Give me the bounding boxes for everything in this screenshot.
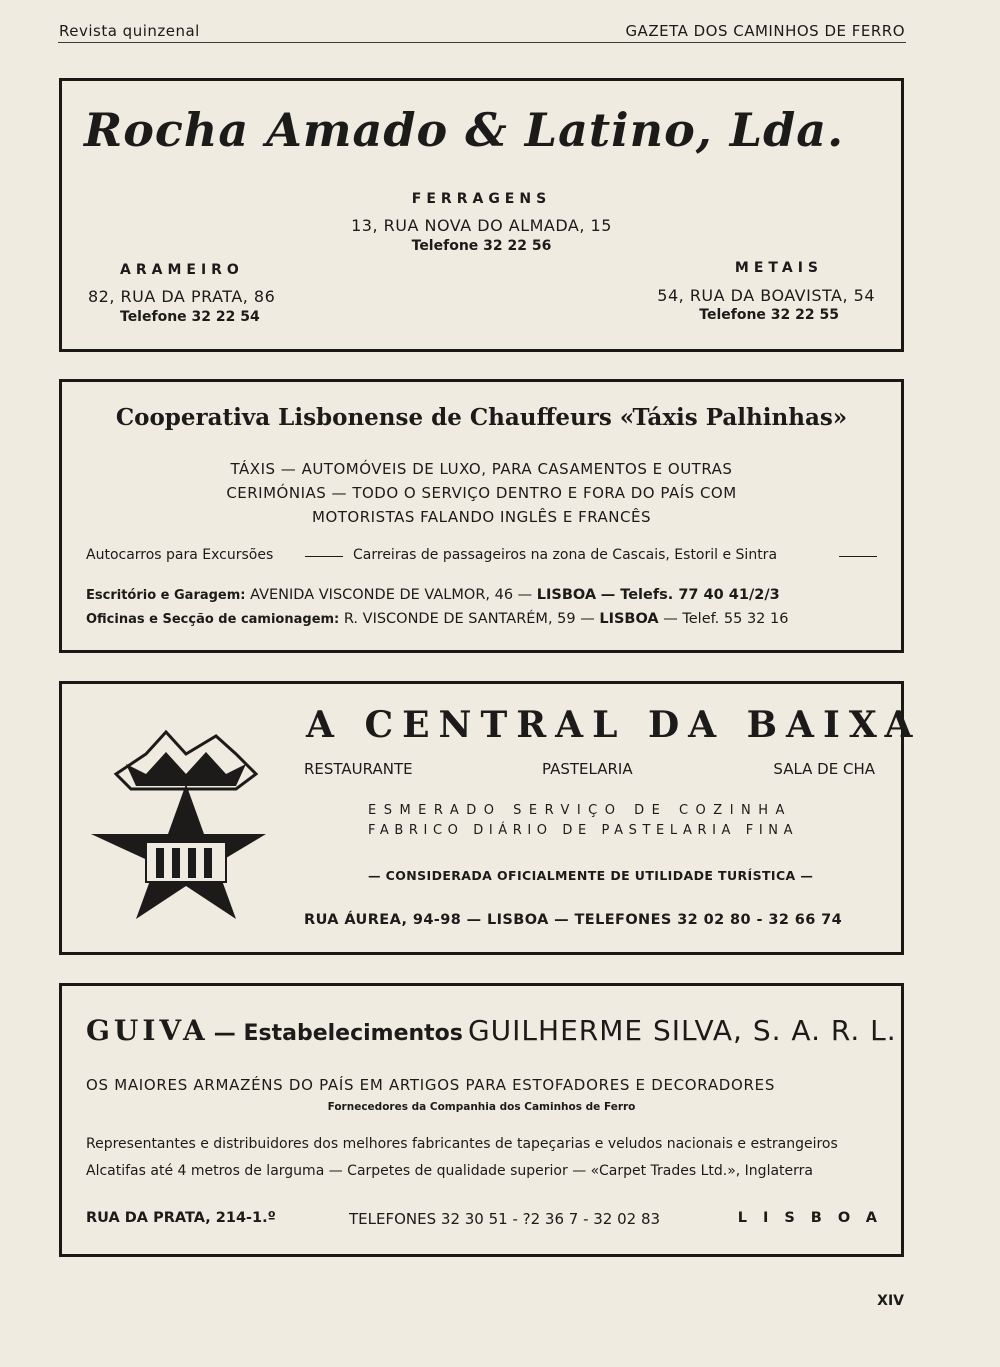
- ad2-workshop-phone: — Telef. 55 32 16: [663, 611, 789, 627]
- ad-guiva: [59, 983, 904, 1257]
- ad2-title: Cooperativa Lisbonense de Chauffeurs «Táxis Palhinhas»: [115, 404, 848, 431]
- ad1-center-phone: Telefone 32 22 56: [411, 238, 552, 254]
- ad1-center-address: 13, RUA NOVA DO ALMADA, 15: [351, 216, 612, 235]
- ad1-left-address: 82, RUA DA PRATA, 86: [88, 287, 276, 306]
- ad3-service-line2: FABRICO DIÁRIO DE PASTELARIA FINA: [368, 823, 799, 838]
- page-number: XIV: [877, 1293, 904, 1309]
- ad4-line1: Representantes e distribuidores dos melhores fabricantes de tapeçarias e veludos nacionais e estrangeiros: [86, 1136, 838, 1152]
- ad2-office-address: AVENIDA VISCONDE DE VALMOR, 46 —: [250, 587, 533, 603]
- ad4-title: [86, 1014, 897, 1047]
- ad2-desc-line1: TÁXIS — AUTOMÓVEIS DE LUXO, PARA CASAMENTOS E OUTRAS: [230, 460, 733, 478]
- ad1-center-heading: FERRAGENS: [411, 191, 552, 207]
- ad3-address: RUA ÁUREA, 94-98 — LISBOA — TELEFONES 32 02 80 - 32 66 74: [304, 912, 843, 928]
- ad4-city: LISBOA: [737, 1210, 893, 1226]
- ad2-workshop-label: Oficinas e Secção de camionagem:: [86, 612, 340, 627]
- ad4-line2: Alcatifas até 4 metros de larguma — Carpetes de qualidade superior — «Carpet Trades Ltd.», Inglaterra: [86, 1163, 813, 1179]
- ad1-right-phone: Telefone 32 22 55: [699, 307, 839, 323]
- header-rule: [58, 42, 906, 43]
- ad1-title: Rocha Amado & Latino, Lda.: [84, 103, 845, 157]
- ad2-workshop-address: R. VISCONDE DE SANTARÉM, 59 —: [343, 611, 595, 627]
- ad4-tagline: OS MAIORES ARMAZÉNS DO PAÍS EM ARTIGOS PARA ESTOFADORES E DECORADORES: [86, 1076, 776, 1094]
- ad1-left-heading: ARAMEIRO: [120, 262, 244, 278]
- ad2-rule-2: [839, 556, 877, 557]
- ad3-col-restaurante: RESTAURANTE: [304, 760, 413, 778]
- ad-central-da-baixa: [59, 681, 922, 955]
- ad2-office-city: LISBOA: [536, 587, 597, 603]
- ad-taxis-palhinhas: [59, 379, 904, 653]
- ad3-title: A CENTRAL DA BAIXA: [306, 704, 922, 746]
- ad2-desc-line2: CERIMÓNIAS — TODO O SERVIÇO DENTRO E FORA DO PAÍS COM: [226, 484, 737, 502]
- ad3-tourism: — CONSIDERADA OFICIALMENTE DE UTILIDADE TURÍSTICA —: [368, 868, 814, 883]
- ad2-carreiras: Carreiras de passageiros na zona de Cascais, Estoril e Sintra: [353, 547, 778, 563]
- ad2-rule-1: [305, 556, 343, 557]
- crown-star-emblem-icon: [86, 724, 276, 924]
- ad4-title-dash: — Estabelecimentos: [213, 1021, 463, 1046]
- header-right: GAZETA DOS CAMINHOS DE FERRO: [625, 22, 905, 40]
- ad2-workshop-city: LISBOA: [599, 611, 659, 627]
- ad3-service-line1: ESMERADO SERVIÇO DE COZINHA: [368, 803, 792, 818]
- ad-rocha-amado: [59, 78, 904, 352]
- ad4-title-company: GUILHERME SILVA, S. A. R. L.: [467, 1014, 897, 1047]
- ad2-office-phones: — Telefs. 77 40 41/2/3: [600, 587, 780, 603]
- ad2-office-line: [86, 587, 780, 603]
- ad4-supplier: Fornecedores da Companhia dos Caminhos de Ferro: [327, 1101, 636, 1113]
- ad3-col-pastelaria: PASTELARIA: [542, 760, 633, 778]
- ad2-workshop-line: [86, 611, 788, 627]
- header-left: Revista quinzenal: [59, 22, 200, 40]
- ad4-address: RUA DA PRATA, 214-1.º: [86, 1210, 276, 1226]
- ad2-autocarros: Autocarros para Excursões: [86, 547, 274, 563]
- ad1-right-heading: METAIS: [734, 260, 823, 276]
- ad2-office-label: Escritório e Garagem:: [86, 588, 246, 603]
- ad1-right-address: 54, RUA DA BOAVISTA, 54: [657, 286, 875, 305]
- ad4-phones: TELEFONES 32 30 51 - ?2 36 7 - 32 02 83: [349, 1210, 661, 1228]
- ad2-desc-line3: MOTORISTAS FALANDO INGLÊS E FRANCÊS: [312, 508, 651, 526]
- ad3-col-sala-de-cha: SALA DE CHA: [773, 760, 875, 778]
- ad4-title-brand: GUIVA: [86, 1014, 209, 1047]
- ad1-left-phone: Telefone 32 22 54: [120, 309, 260, 325]
